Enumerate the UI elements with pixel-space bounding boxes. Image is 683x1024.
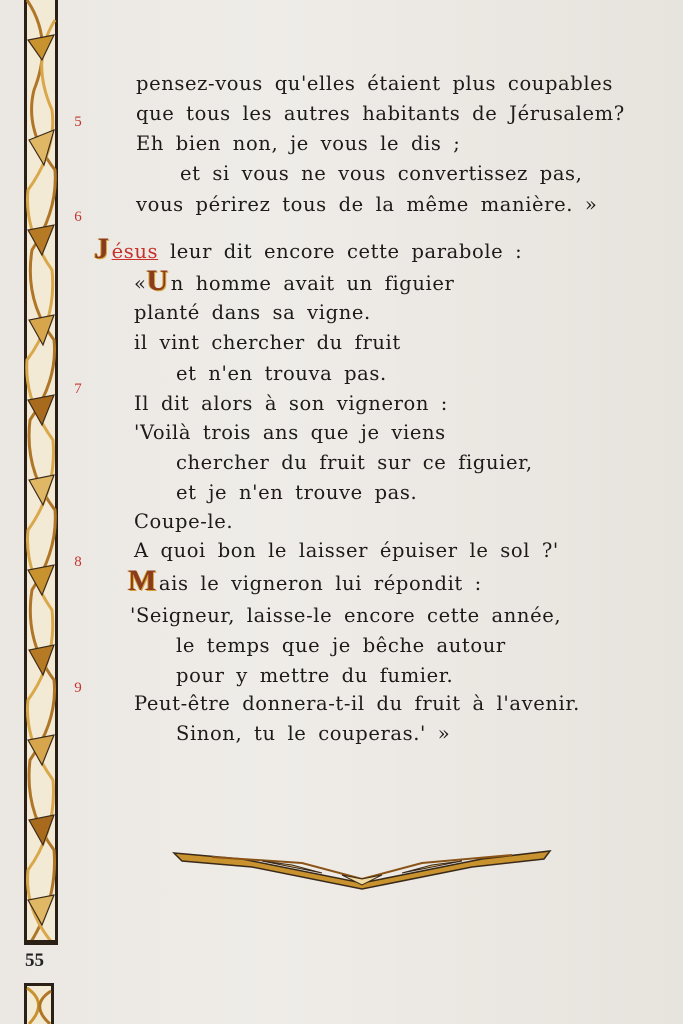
dropcap-u: U (146, 264, 169, 297)
text-line: le temps que je bêche autour (176, 634, 506, 657)
text-line: Coupe-le. (134, 510, 234, 533)
text-line: Sinon, tu le couperas.' » (176, 722, 451, 745)
text-line-jesus (94, 232, 523, 265)
text-line: A quoi bon le laisser épuiser le sol ?' (134, 539, 559, 562)
text-line: 'Seigneur, laisse-le encore cette année, (130, 604, 562, 627)
text-line: chercher du fruit sur ce figuier, (176, 451, 533, 474)
verse-number: 7 (74, 381, 82, 397)
text-line: il vint chercher du fruit (134, 331, 401, 354)
dropcap-j: J (94, 232, 110, 265)
text-line: et si vous ne vous convertissez pas, (180, 162, 583, 185)
text-line: Eh bien non, je vous le dis ; (136, 132, 461, 155)
text-line-parable-start (134, 264, 455, 297)
text-line: n homme avait un figuier (170, 272, 455, 295)
text-line: pensez-vous qu'elles étaient plus coupables (136, 72, 613, 95)
text-line: vous périrez tous de la même manière. » (136, 193, 598, 216)
dropcap-m: M (128, 564, 157, 597)
text-line: et n'en trouva pas. (176, 362, 387, 385)
text-line-mais (128, 564, 482, 597)
text-line: Peut-être donnera-t-il du fruit à l'avenir. (134, 692, 580, 715)
text-line: pour y mettre du fumier. (176, 664, 454, 687)
text-line: que tous les autres habitants de Jérusalem? (136, 102, 625, 125)
text-line: ais le vigneron lui répondit : (158, 572, 482, 595)
text-line: 'Voilà trois ans que je viens (134, 421, 446, 444)
text-line: leur dit encore cette parabole : (169, 240, 523, 263)
text-line: et je n'en trouve pas. (176, 481, 418, 504)
tailpiece-ornament (172, 845, 552, 890)
page-number: 55 (25, 950, 44, 971)
jesus-name: ésus (111, 240, 159, 263)
verse-number: 9 (74, 680, 82, 696)
text-line: Il dit alors à son vigneron : (134, 392, 448, 415)
verse-number: 8 (74, 554, 82, 570)
verse-number: 6 (74, 209, 82, 225)
verse-number: 5 (74, 114, 82, 130)
text-line: planté dans sa vigne. (134, 301, 371, 324)
vine-border-ornament-bottom (24, 983, 54, 1024)
vine-border-ornament (24, 0, 58, 945)
open-quote: « (134, 272, 147, 295)
